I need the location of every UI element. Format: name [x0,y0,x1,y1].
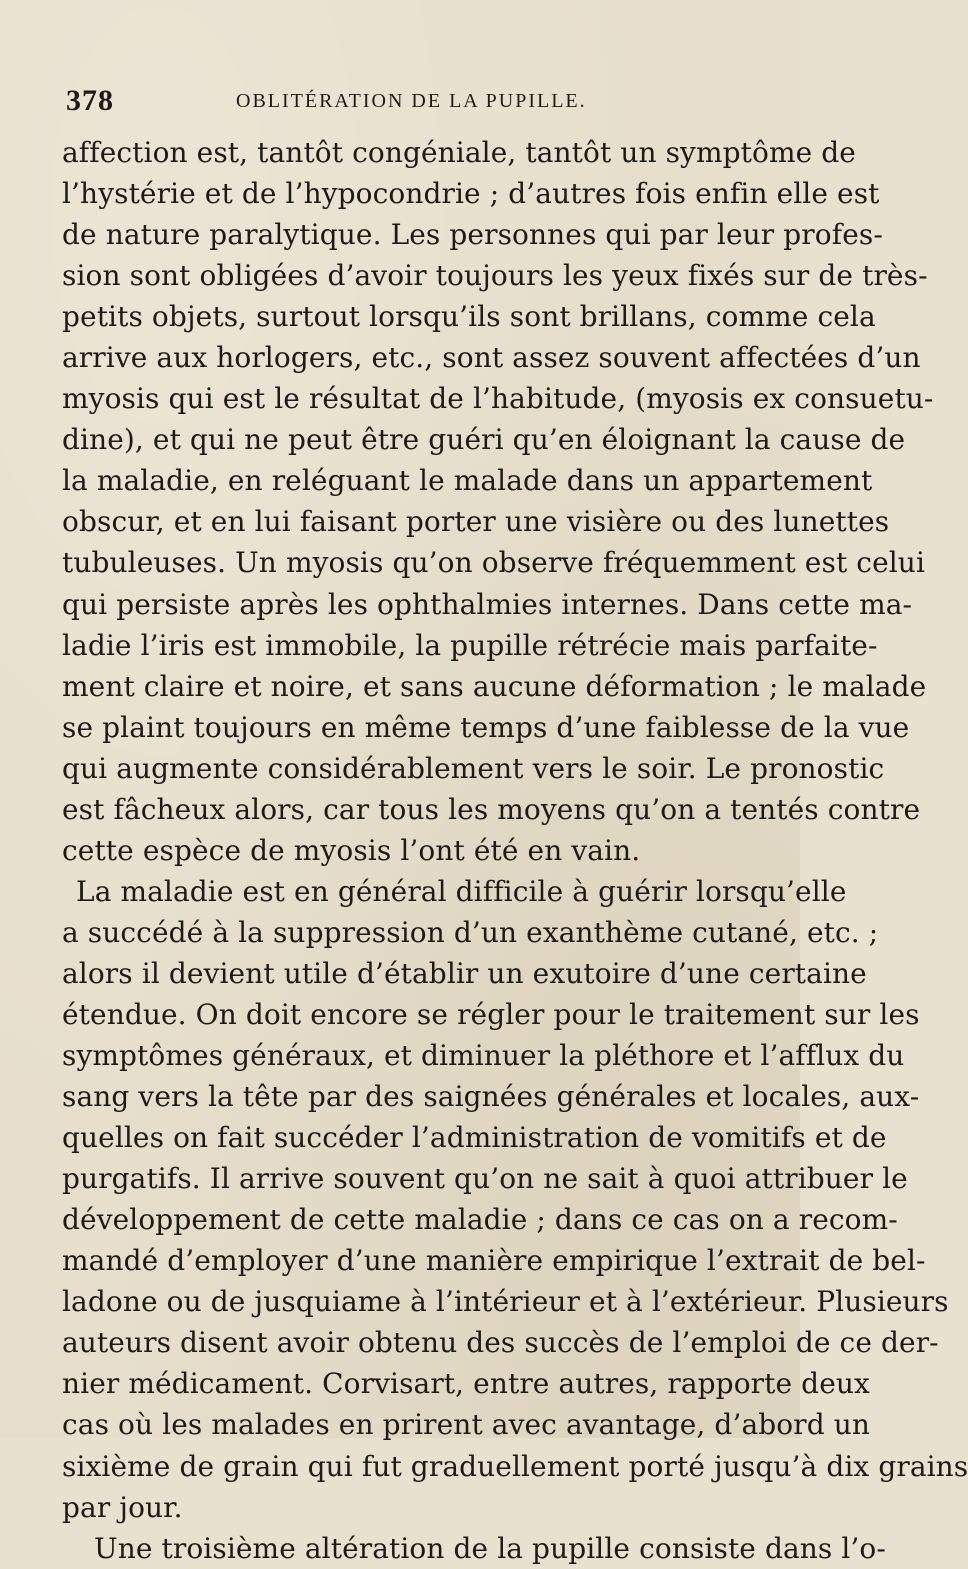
text-line: cas où les malades en prirent avec avantage, d’abord un [62,1408,871,1442]
paragraph-start-line: Une troisième altération de la pupille consiste dans l’o- [94,1531,886,1565]
text-line: affection est, tantôt congéniale, tantôt un symptôme de [62,136,856,169]
text-line: qui augmente considérablement vers le soir. Le pronostic [62,751,885,785]
page-header [66,84,716,124]
running-head: OBLITÉRATION DE LA PUPILLE. [236,90,587,112]
text-line: tubuleuses. Un myosis qu’on observe fréquemment est celui [62,546,925,580]
text-line: sixième de grain qui fut graduellement porté jusqu’à dix grains [62,1449,968,1483]
text-line: alors il devient utile d’établir un exutoire d’une certaine [62,956,867,990]
text-line: l’hystérie et de l’hypocondrie ; d’autres fois enfin elle est [62,177,880,211]
text-line: par jour. [62,1490,183,1524]
text-line: se plaint toujours en même temps d’une faiblesse de la vue [62,710,910,744]
text-line: myosis qui est le résultat de l’habitude, (myosis ex consuetu- [62,382,934,416]
text-line: nier médicament. Corvisart, entre autres, rapporte deux [62,1367,870,1401]
text-line: purgatifs. Il arrive souvent qu’on ne sait à quoi attribuer le [62,1162,908,1196]
paragraph-start-line: La maladie est en général difficile à guérir lorsqu’elle [76,874,847,908]
text-line: auteurs disent avoir obtenu des succès de l’emploi de ce der- [62,1326,939,1360]
text-line: symptômes généraux, et diminuer la pléthore et l’afflux du [62,1039,905,1073]
page-number: 378 [66,84,114,117]
text-line: cette espèce de myosis l’ont été en vain. [62,833,641,867]
text-line: petits objets, surtout lorsqu’ils sont brillans, comme cela [62,300,876,334]
text-line: dine), et qui ne peut être guéri qu’en éloignant la cause de [62,423,906,457]
text-line: obscur, et en lui faisant porter une visière ou des lunettes [62,505,890,539]
text-line: qui persiste après les ophthalmies internes. Dans cette ma- [62,587,913,621]
text-line: ladone ou de jusquiame à l’intérieur et à l’extérieur. Plusieurs [62,1285,949,1319]
text-line: est fâcheux alors, car tous les moyens qu’on a tentés contre [62,792,921,826]
text-line: mandé d’employer d’une manière empirique l’extrait de bel- [62,1244,926,1278]
text-line: ladie l’iris est immobile, la pupille rétrécie mais parfaite- [62,628,878,662]
text-line: ment claire et noire, et sans aucune déformation ; le malade [62,669,927,703]
text-line: a succédé à la suppression d’un exanthème cutané, etc. ; [62,915,879,949]
text-line: sang vers la tête par des saignées générales et locales, aux- [62,1080,920,1114]
text-line: étendue. On doit encore se régler pour le traitement sur les [62,997,920,1031]
text-line: la maladie, en reléguant le malade dans un appartement [62,464,873,498]
text-line: arrive aux horlogers, etc., sont assez souvent affectées d’un [62,341,921,375]
text-line: sion sont obligées d’avoir toujours les yeux fixés sur de très- [62,259,928,293]
text-line: de nature paralytique. Les personnes qui par leur profes- [62,218,883,252]
text-line: quelles on fait succéder l’administration de vomitifs et de [62,1121,887,1155]
body-text [50,132,968,1569]
text-line: développement de cette maladie ; dans ce cas on a recom- [62,1203,898,1237]
